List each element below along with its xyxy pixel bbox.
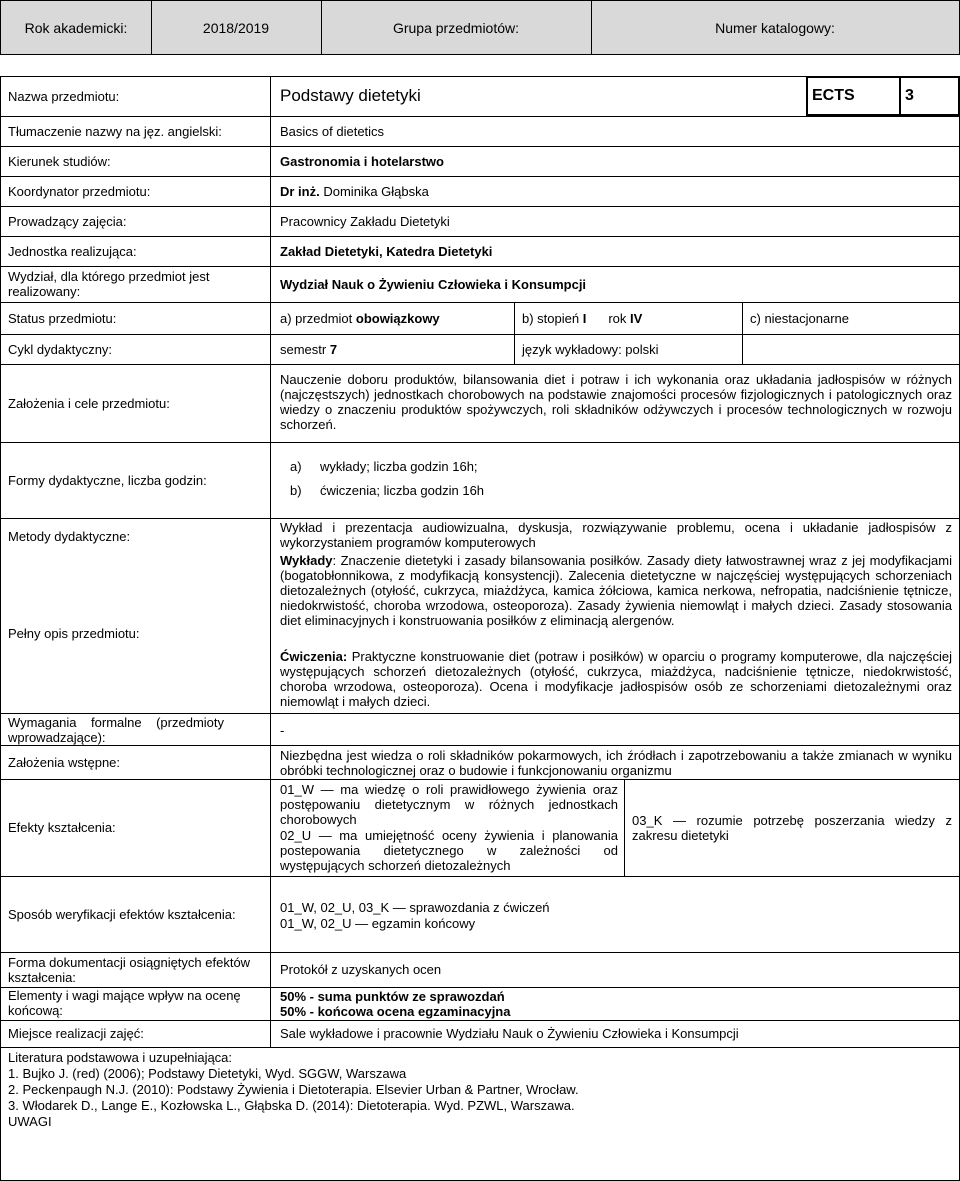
outcome-knowledge: 01_W — ma wiedzę o roli prawidłowego żywienia oraz postępowaniu dietetycznym w różnych jednostkach chorobowych: [280, 782, 618, 827]
weights-label: Elementy i wagi mające wpływ na ocenę końcową:: [8, 988, 241, 1018]
status-a-value: obowiązkowy: [355, 310, 440, 326]
status-b-value: I: [582, 310, 587, 326]
prereq-text: Niezbędna jest wiedza o roli składników pokarmowych, ich źródłach i zapotrzebowaniu a także zmianach w wyniku obróbki technologicznej oraz o budowie i funkcjonowaniu organizmu: [280, 748, 952, 778]
translation-value: Basics of dietetics: [280, 123, 385, 139]
lectures-heading: Wykłady: [280, 553, 333, 568]
literature-item: 3. Włodarek D., Lange E., Kozłowska L., Głąbska D. (2014): Dietoterapia. Wyd. PZWL, Warszawa.: [8, 1098, 575, 1113]
subject-group-label: Grupa przedmiotów:: [321, 1, 592, 54]
verification-line1: 01_W, 02_U, 03_K — sprawozdania z ćwiczeń: [280, 900, 550, 915]
semester-number: 7: [329, 341, 338, 357]
literature-item: 2. Peckenpaugh N.J. (2010): Podstawy Żywienia i Dietoterapia. Elsevier Urban & Partner, Wrocław.: [8, 1082, 579, 1097]
exercises-heading: Ćwiczenia:: [280, 649, 348, 664]
subject-name-label: Nazwa przedmiotu:: [8, 88, 120, 104]
status-degree: [522, 302, 642, 334]
field-label: Kierunek studiów:: [8, 153, 111, 169]
teacher-value: Pracownicy Zakładu Dietetyki: [280, 213, 450, 229]
semester-value: [280, 334, 337, 364]
academic-year-label: Rok akademicki:: [1, 1, 152, 54]
status-obligatory: [280, 302, 440, 334]
status-year-value: IV: [630, 310, 643, 326]
notes-label: UWAGI: [8, 1114, 52, 1129]
coordinator-value: [280, 176, 429, 206]
coordinator-label: Koordynator przedmiotu:: [8, 183, 151, 199]
unit-label: Jednostka realizująca:: [8, 243, 137, 259]
prereq-label: Założenia wstępne:: [8, 754, 121, 770]
coordinator-prefix: Dr inż.: [280, 183, 320, 199]
status-year-prefix: rok: [608, 310, 627, 326]
weights-line1: 50% - suma punktów ze sprawozdań: [280, 989, 505, 1004]
outcomes-label: Efekty kształcenia:: [8, 820, 116, 835]
outcome-skills: 02_U — ma umiejętność oceny żywienia i planowania postepowania dietetycznego w zależności od występujących schorzeń dietozależnych: [280, 828, 618, 873]
academic-year-value: 2018/2019: [151, 1, 322, 54]
catalog-number-label: Numer katalogowy:: [715, 19, 835, 36]
documentation-label: Forma dokumentacji osiągniętych efektów kształcenia:: [8, 955, 251, 985]
status-a-prefix: a) przedmiot: [280, 310, 353, 326]
semester-prefix: semestr: [280, 341, 327, 357]
coordinator-name: Dominika Głąbska: [323, 183, 429, 199]
ects-label: ECTS: [812, 87, 855, 104]
status-mode: c) niestacjonarne: [750, 310, 849, 326]
forms-item-text: wykłady; liczba godzin 16h;: [320, 459, 478, 474]
literature-item: 1. Bujko J. (red) (2006); Podstawy Dietetyki, Wyd. SGGW, Warszawa: [8, 1066, 407, 1081]
description-label: Pełny opis przedmiotu:: [8, 626, 140, 641]
weights-line2: 50% - końcowa ocena egzaminacyjna: [280, 1004, 511, 1019]
header-strip: [0, 0, 960, 55]
goals-text: Nauczenie doboru produktów, bilansowania diet i potraw i ich wykonania oraz układania jadłospisów w różnych (najczęstszych) jednostkach chorobowych na podstawie znajomości procesów fizjologicznych i patologicznych oraz wiedzy o znaczeniu produktów spożywczych, roli składników odżywczych i procesów technologicznych w rozwoju schorzeń.: [280, 372, 952, 432]
description-exercises: [280, 649, 952, 709]
methods-label: Metody dydaktyczne:: [8, 529, 131, 544]
field-value: Gastronomia i hotelarstwo: [280, 153, 444, 169]
outcome-competence: 03_K — rozumie potrzebę poszerzania wiedzy z zakresu dietetyki: [632, 813, 952, 843]
forms-item-marker: a): [290, 459, 302, 474]
forms-item: [290, 459, 478, 474]
status-label: Status przedmiotu:: [8, 310, 117, 326]
prereq-formal-label: Wymagania formalne (przedmioty wprowadzające):: [8, 715, 224, 745]
documentation-value: Protokół z uzyskanych ocen: [280, 962, 442, 977]
exercises-text: Praktyczne konstruowanie diet (potraw i posiłków) w oparciu o programy komputerowe, dla najczęściej występujących schorzeń dietozależnych (otyłość, cukrzyca, miażdżyca, nadciśnienie tętnicze, niedokrwistość, choroba wrzodowa, osteoporoza). Ocena i modyfikacje jadłospisów osób ze schorzeniami dietozależnymi oraz niemowląt i małych dzieci.: [280, 649, 952, 709]
lectures-text: : Znaczenie dietetyki i zasady bilansowania posiłków. Zasady diety łatwostrawnej wraz z jej modyfikacjami (bogatobłonnikowa, z modyfikacją konsystencji). Zalecenia dietetyczne w najczęściej występujących schorzeniach dietozależnych (otyłość, cukrzyca, miażdżyca, kamica żółciowa, kamica nerkowa, nefropatia, nadciśnienie tętnicze, niedokrwistość, choroba wrzodowa, osteoporoza). Zasady żywienia niemowląt i małych dzieci. Zasady stosowania diet eliminacyjnych i konstruowania posiłków z eliminacją alergenów.: [280, 553, 952, 628]
forms-item-marker: b): [290, 483, 302, 498]
teacher-label: Prowadzący zajęcia:: [8, 213, 127, 229]
verification-line2: 01_W, 02_U — egzamin końcowy: [280, 916, 476, 931]
goals-label: Założenia i cele przedmiotu:: [8, 395, 170, 411]
description-lectures: [280, 553, 952, 628]
place-value: Sale wykładowe i pracownie Wydziału Nauk o Żywieniu Człowieka i Konsumpcji: [280, 1026, 739, 1041]
unit-value: Zakład Dietetyki, Katedra Dietetyki: [280, 243, 493, 259]
translation-label: Tłumaczenie nazwy na jęz. angielski:: [8, 123, 222, 139]
faculty-value: Wydział Nauk o Żywieniu Człowieka i Konsumpcji: [280, 276, 587, 292]
faculty-label: Wydział, dla którego przedmiot jest realizowany:: [8, 269, 210, 299]
prereq-formal-value: -: [280, 723, 285, 738]
forms-label: Formy dydaktyczne, liczba godzin:: [8, 472, 207, 488]
verification-label: Sposób weryfikacji efektów kształcenia:: [8, 906, 236, 922]
forms-item: [290, 483, 485, 498]
language-value: język wykładowy: polski: [522, 341, 659, 357]
cycle-label: Cykl dydaktyczny:: [8, 341, 113, 357]
methods-text: Wykład i prezentacja audiowizualna, dyskusja, rozwiązywanie problemu, ocena i układanie jadłospisów z wykorzystaniem programów komputerowych: [280, 520, 952, 550]
status-b-prefix: b) stopień: [522, 310, 580, 326]
ects-value: 3: [905, 87, 914, 104]
literature-label: Literatura podstawowa i uzupełniająca:: [8, 1050, 233, 1065]
subject-name-value: Podstawy dietetyki: [280, 86, 421, 105]
place-label: Miejsce realizacji zajęć:: [8, 1026, 144, 1041]
forms-item-text: ćwiczenia; liczba godzin 16h: [320, 483, 485, 498]
